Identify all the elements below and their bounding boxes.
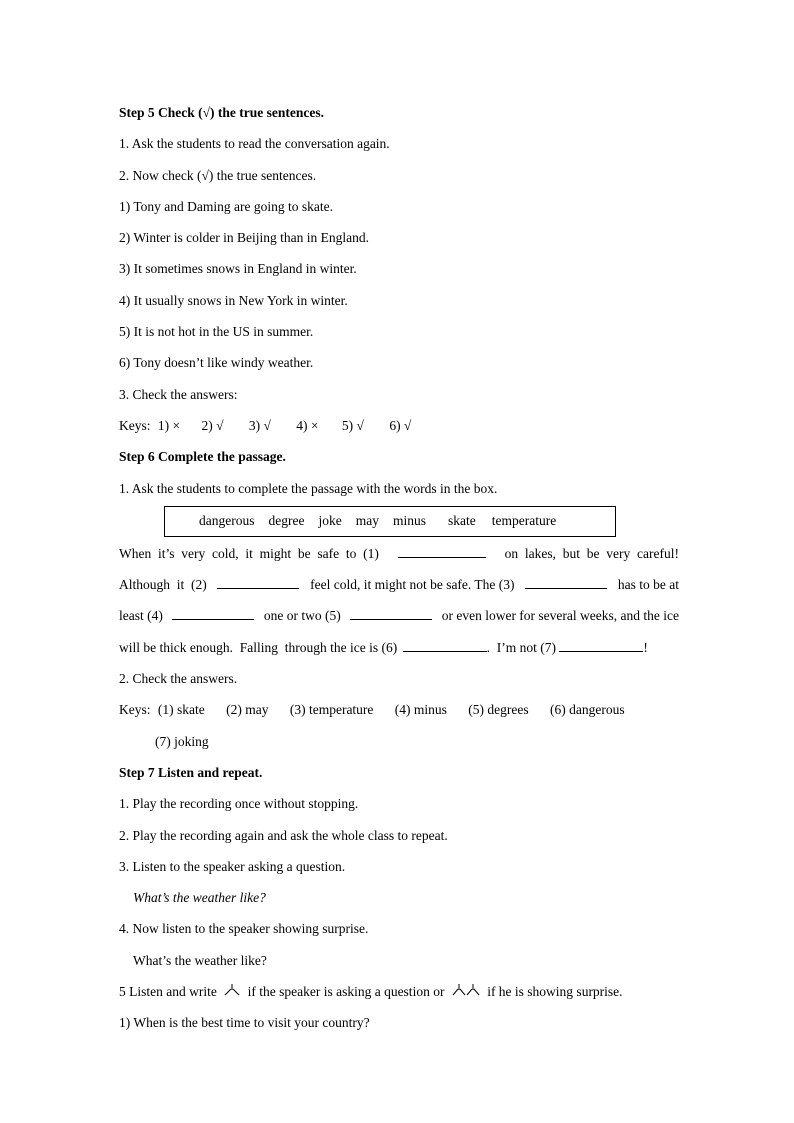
- sentence-2: 2) Winter is colder in Beijing than in England.: [119, 230, 370, 246]
- key-answer: 5) √: [341, 417, 364, 433]
- step5-item-3: 3. Check the answers:: [119, 386, 238, 402]
- step7-heading: Step 7 Listen and repeat.: [119, 764, 263, 780]
- sentence-1: 1) Tony and Daming are going to skate.: [119, 198, 334, 214]
- passage-line-3: [119, 607, 679, 638]
- step7-item-2: 2. Play the recording again and ask the whole class to repeat.: [119, 827, 448, 843]
- box-word: dangerous: [199, 513, 255, 529]
- blank-3[interactable]: [525, 576, 607, 589]
- key-answer: 2) √: [201, 417, 224, 433]
- box-word: degree: [268, 513, 305, 529]
- item5-text: if he is showing surprise.: [487, 984, 623, 1000]
- passage-text: feel cold, it might not be safe. The (3): [310, 577, 515, 593]
- double-intonation-icon: [452, 984, 480, 1002]
- passage-text: or even lower for several weeks, and the ice: [441, 608, 679, 624]
- word-box: [164, 506, 616, 537]
- question-1: 1) When is the best time to visit your country?: [119, 1015, 370, 1031]
- passage-line-1: [119, 545, 679, 576]
- keys-label: Keys:: [119, 417, 151, 433]
- step6-item-2: 2. Check the answers.: [119, 671, 238, 687]
- sentence-4: 4) It usually snows in New York in winter.: [119, 292, 348, 308]
- key-answer: (2) may: [226, 702, 269, 718]
- passage-line-2: [119, 576, 679, 607]
- key-answer: 3) √: [248, 417, 271, 433]
- step7-item-5: [119, 983, 679, 1014]
- step5-item-2: 2. Now check (√) the true sentences.: [119, 167, 317, 183]
- blank-2[interactable]: [217, 576, 299, 589]
- blank-4[interactable]: [172, 607, 254, 620]
- item5-text: 5 Listen and write: [119, 984, 217, 1000]
- question-example: What’s the weather like?: [133, 890, 266, 906]
- item5-text: if the speaker is asking a question or: [247, 984, 445, 1000]
- box-word: skate: [447, 513, 476, 529]
- key-answer: 4) ×: [296, 417, 319, 433]
- box-word: minus: [392, 513, 426, 529]
- step6-item-1: 1. Ask the students to complete the passage with the words in the box.: [119, 480, 498, 496]
- key-answer: 1) ×: [157, 417, 181, 433]
- step7-item-3: 3. Listen to the speaker asking a question.: [119, 858, 346, 874]
- step7-item-1: 1. Play the recording once without stopping.: [119, 796, 359, 812]
- step6-heading: Step 6 Complete the passage.: [119, 449, 286, 465]
- sentence-3: 3) It sometimes snows in England in winter.: [119, 261, 357, 277]
- step5-heading: Step 5 Check (√) the true sentences.: [119, 105, 324, 120]
- blank-1[interactable]: [398, 545, 486, 558]
- blank-5[interactable]: [350, 607, 432, 620]
- surprise-example: What’s the weather like?: [133, 952, 267, 968]
- key-answer: (5) degrees: [468, 702, 529, 718]
- box-word: may: [355, 513, 379, 529]
- document-page: [119, 104, 679, 1046]
- key-answer: 6) √: [389, 417, 412, 433]
- keys-label: Keys:: [119, 702, 151, 718]
- key-answer: (1) skate: [157, 702, 205, 718]
- blank-6[interactable]: [403, 639, 487, 652]
- step7-item-4: 4. Now listen to the speaker showing surprise.: [119, 921, 369, 937]
- passage-text: least (4): [119, 608, 163, 624]
- passage-text: on lakes, but be very careful!: [504, 545, 679, 561]
- box-word: temperature: [491, 513, 557, 529]
- passage-text: . I’m not (7): [486, 639, 556, 655]
- passage-text: will be thick enough. Falling through the ice is (6): [119, 639, 398, 655]
- passage-text: one or two (5): [263, 608, 341, 624]
- key-answer: (4) minus: [394, 702, 447, 718]
- blank-7[interactable]: [559, 639, 643, 652]
- passage-text: When it’s very cold, it might be safe to (1): [119, 545, 379, 561]
- step6-keys-extra: (7) joking: [155, 733, 209, 749]
- step5-item-1: 1. Ask the students to read the conversation again.: [119, 136, 390, 152]
- step5-keys: [119, 417, 679, 448]
- single-intonation-icon: [224, 984, 240, 1002]
- step6-keys: [119, 701, 679, 732]
- box-word: joke: [318, 513, 342, 529]
- passage-text: !: [643, 639, 648, 655]
- passage-text: Although it (2): [119, 577, 207, 593]
- passage-text: has to be at: [617, 577, 679, 593]
- key-answer: (6) dangerous: [550, 702, 625, 718]
- key-answer: (3) temperature: [289, 702, 374, 718]
- sentence-6: 6) Tony doesn’t like windy weather.: [119, 355, 314, 371]
- sentence-5: 5) It is not hot in the US in summer.: [119, 324, 314, 340]
- passage-line-4: [119, 639, 679, 670]
